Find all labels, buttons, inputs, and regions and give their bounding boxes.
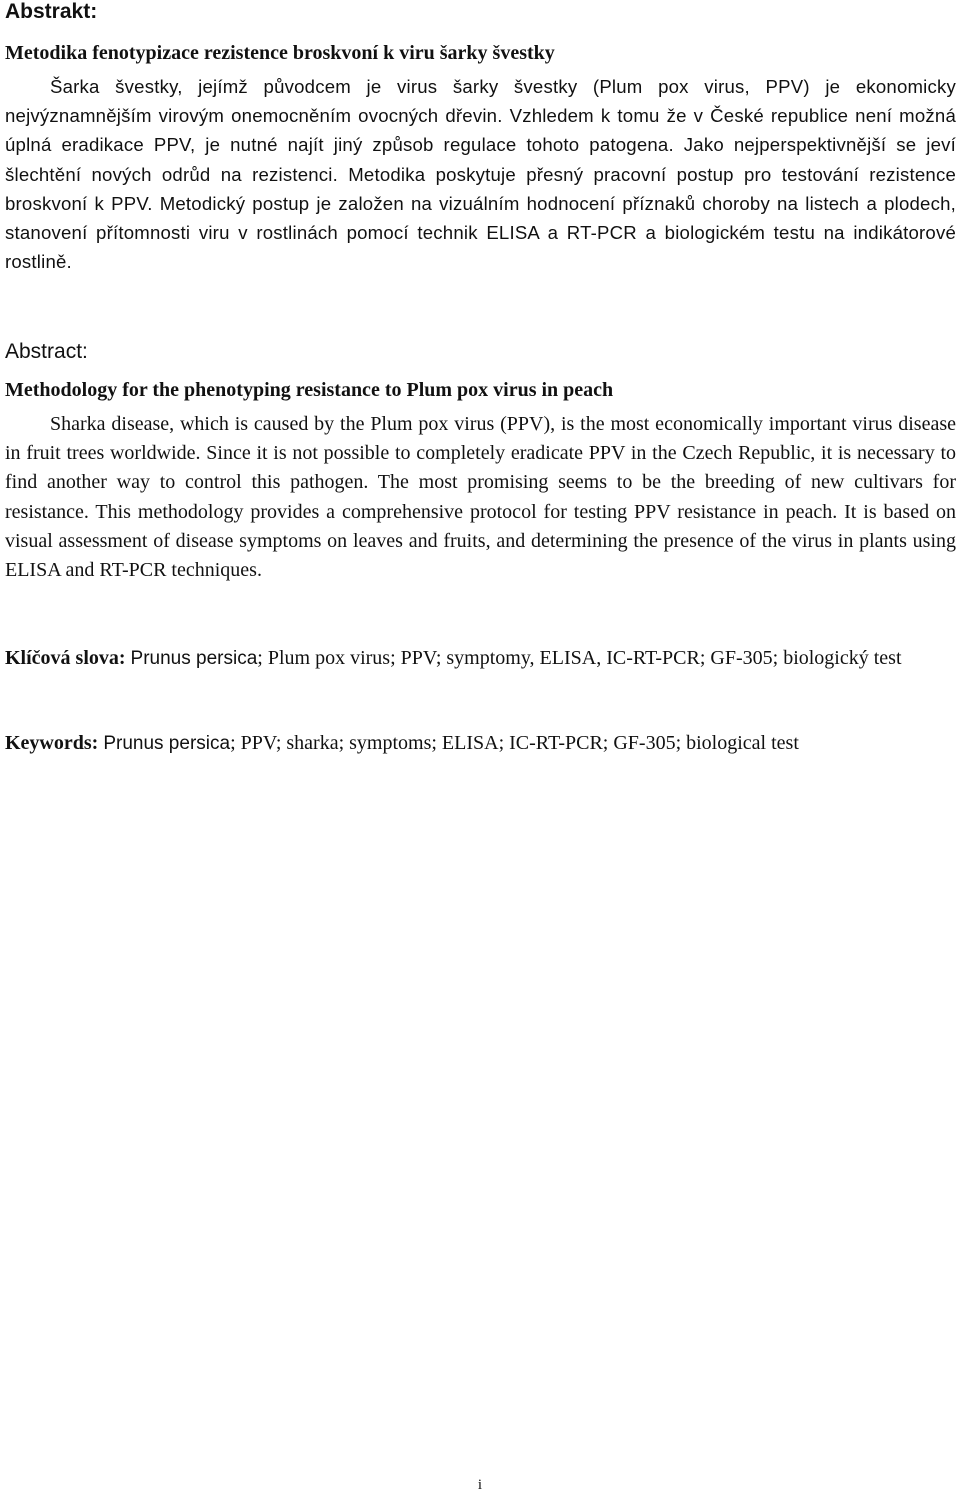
czech-keywords-species: Prunus persica — [130, 648, 258, 669]
czech-abstract-title: Metodika fenotypizace rezistence broskvoní k viru šarky švestky — [5, 42, 555, 64]
english-abstract-body: Sharka disease, which is caused by the Plum pox virus (PPV), is the most economically important virus disease in fruit trees worldwide. Since it is not possible to completely eradicate PPV in the Czech Republic, it is necessary to find another way to control this pathogen. The most promising seems to be the breeding of new cultivars for resistance. This methodology provides a comprehensive protocol for testing PPV resistance in peach. It is based on visual assessment of disease symptoms on leaves and fruits, and determining the presence of the virus in plants using ELISA and RT-PCR techniques. — [5, 413, 956, 582]
english-keywords-label: Keywords: — [5, 732, 99, 754]
czech-abstract-heading: Abstrakt: — [5, 0, 98, 23]
czech-keywords-list: ; Plum pox virus; PPV; symptomy, ELISA, IC-RT-PCR; GF-305; biologický test — [257, 647, 902, 669]
english-abstract-title: Methodology for the phenotyping resistance to Plum pox virus in peach — [5, 379, 614, 401]
english-keywords-list: ; PPV; sharka; symptoms; ELISA; IC-RT-PCR; GF-305; biological test — [230, 732, 799, 754]
czech-keywords — [5, 644, 956, 673]
english-keywords — [5, 729, 956, 758]
english-abstract-heading: Abstract: — [5, 340, 88, 363]
page-number: i — [477, 1477, 483, 1493]
czech-abstract-body: Šarka švestky, jejímž původcem je virus šarky švestky (Plum pox virus, PPV) je ekonomicky nejvýznamnějším virovým onemocněním ovocných dřevin. Vzhledem k tomu že v České republice není možná úplná eradikace PPV, je nutné najít jiný způsob regulace tohoto patogena. Jako nejperspektivnější se jeví šlechtění nových odrůd na rezistenci. Metodika poskytuje přesný pracovní postup pro testování rezistence broskvoní k PPV. Metodický postup je založen na vizuálním hodnocení příznaků choroby na listech a plodech, stanovení přítomnosti viru v rostlinách pomocí technik ELISA a RT-PCR a biologickém testu na indikátorové rostlině. — [5, 76, 956, 273]
czech-keywords-label: Klíčová slova: — [5, 647, 126, 669]
english-keywords-species: Prunus persica — [103, 733, 231, 754]
